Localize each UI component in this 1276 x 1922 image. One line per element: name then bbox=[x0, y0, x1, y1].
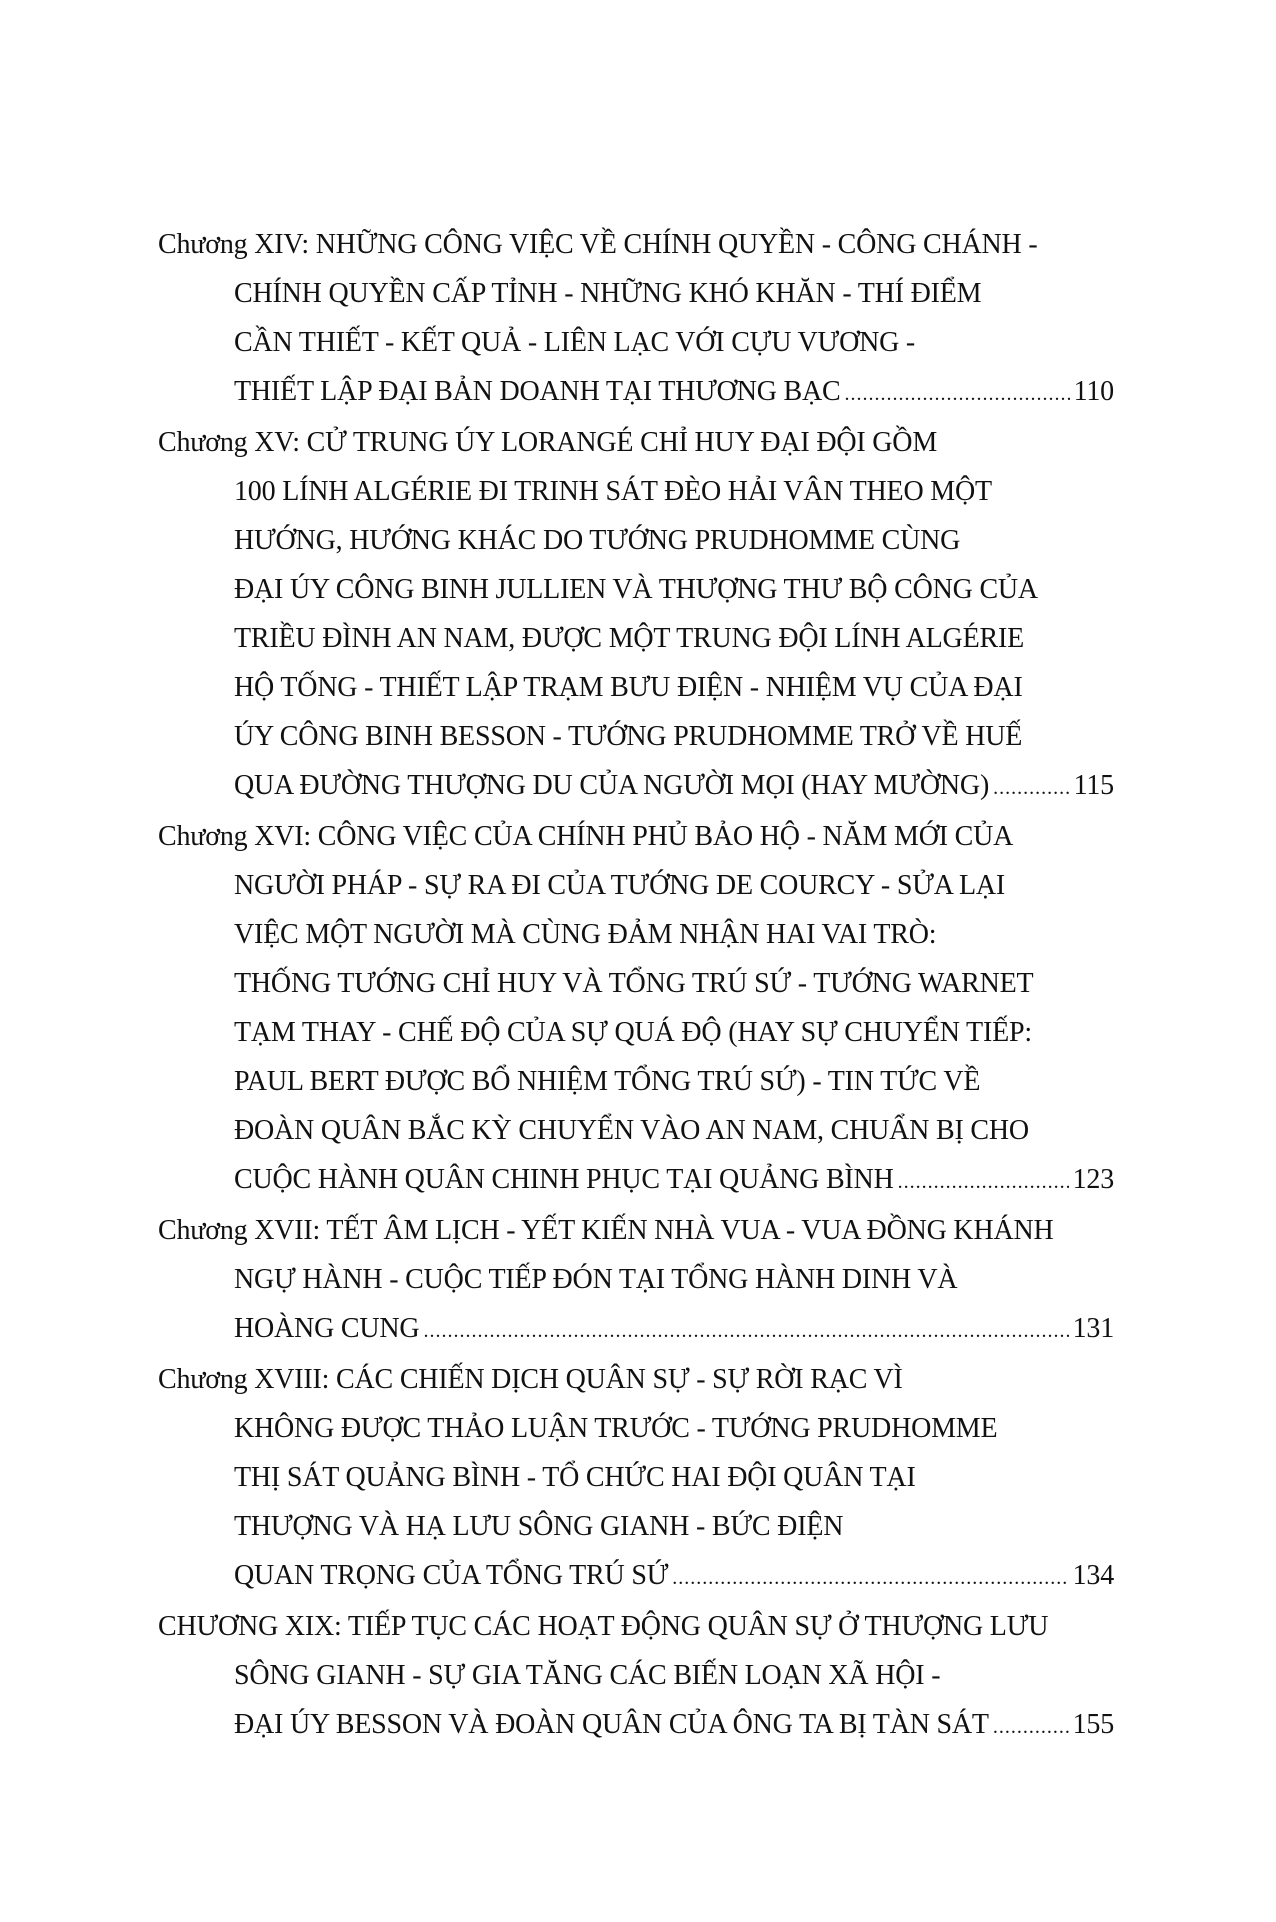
dot-leader bbox=[993, 1700, 1069, 1752]
toc-entry-heading: Chương XVI: CÔNG VIỆC CỦA CHÍNH PHỦ BẢO HỘ - NĂM MỚI CỦA bbox=[158, 821, 1014, 852]
toc-entry-line: SÔNG GIANH - SỰ GIA TĂNG CÁC BIẾN LOẠN XÃ HỘI - bbox=[234, 1660, 941, 1691]
toc-entry-line: VIỆC MỘT NGƯỜI MÀ CÙNG ĐẢM NHẬN HAI VAI TRÒ: bbox=[234, 919, 937, 950]
dot-leader bbox=[845, 367, 1070, 419]
page-number[interactable]: 131 bbox=[1072, 1313, 1114, 1344]
toc-entry-line: HỘ TỐNG - THIẾT LẬP TRẠM BƯU ĐIỆN - NHIỆM VỤ CỦA ĐẠI bbox=[234, 672, 1023, 703]
dot-leader bbox=[423, 1304, 1068, 1356]
page-number[interactable]: 110 bbox=[1073, 376, 1114, 407]
toc-entry-line: KHÔNG ĐƯỢC THẢO LUẬN TRƯỚC - TƯỚNG PRUDHOMME bbox=[234, 1413, 998, 1444]
toc-entry-heading: Chương XV: CỬ TRUNG ÚY LORANGÉ CHỈ HUY ĐẠI ĐỘI GỒM bbox=[158, 427, 938, 458]
toc-entry-line: THƯỢNG VÀ HẠ LƯU SÔNG GIANH - BỨC ĐIỆN bbox=[234, 1511, 844, 1542]
toc-entry-last-line bbox=[158, 761, 1114, 810]
toc-entry bbox=[158, 1206, 1114, 1353]
toc-entry-line: HOÀNG CUNG bbox=[234, 1313, 420, 1344]
toc-entry-line: TRIỀU ĐÌNH AN NAM, ĐƯỢC MỘT TRUNG ĐỘI LÍNH ALGÉRIE bbox=[234, 623, 1024, 654]
toc-entry-line: CHÍNH QUYỀN CẤP TỈNH - NHỮNG KHÓ KHĂN - THÍ ĐIỂM bbox=[234, 278, 982, 309]
toc-entry-last-line bbox=[158, 1551, 1114, 1600]
dot-leader bbox=[672, 1551, 1068, 1603]
toc-entry bbox=[158, 220, 1114, 416]
dot-leader bbox=[898, 1155, 1069, 1207]
toc-entry-heading: Chương XVIII: CÁC CHIẾN DỊCH QUÂN SỰ - SỰ RỜI RẠC VÌ bbox=[158, 1364, 903, 1395]
toc-entry-line: NGƯỜI PHÁP - SỰ RA ĐI CỦA TƯỚNG DE COURCY - SỬA LẠI bbox=[234, 870, 1006, 901]
toc-entry-line: CẦN THIẾT - KẾT QUẢ - LIÊN LẠC VỚI CỰU VƯƠNG - bbox=[234, 327, 916, 358]
toc-entry bbox=[158, 1602, 1114, 1749]
table-of-contents bbox=[158, 220, 1114, 1751]
dot-leader bbox=[993, 761, 1070, 813]
page-number[interactable]: 123 bbox=[1072, 1164, 1114, 1195]
toc-entry-line: THỐNG TƯỚNG CHỈ HUY VÀ TỔNG TRÚ SỨ - TƯỚNG WARNET bbox=[234, 968, 1034, 999]
toc-entry bbox=[158, 812, 1114, 1204]
toc-entry-line: ĐẠI ÚY CÔNG BINH JULLIEN VÀ THƯỢNG THƯ BỘ CÔNG CỦA bbox=[234, 574, 1038, 605]
toc-entry-line: CUỘC HÀNH QUÂN CHINH PHỤC TẠI QUẢNG BÌNH bbox=[234, 1164, 894, 1195]
toc-entry-line: QUAN TRỌNG CỦA TỔNG TRÚ SỨ bbox=[234, 1560, 669, 1591]
toc-entry-line: ĐẠI ÚY BESSON VÀ ĐOÀN QUÂN CỦA ÔNG TA BỊ TÀN SÁT bbox=[234, 1709, 989, 1740]
toc-entry-last-line bbox=[158, 1304, 1114, 1353]
toc-entry-line: PAUL BERT ĐƯỢC BỔ NHIỆM TỔNG TRÚ SỨ) - TIN TỨC VỀ bbox=[234, 1066, 981, 1097]
toc-entry-heading: Chương XVII: TẾT ÂM LỊCH - YẾT KIẾN NHÀ VUA - VUA ĐỒNG KHÁNH bbox=[158, 1215, 1054, 1246]
toc-entry-line: ÚY CÔNG BINH BESSON - TƯỚNG PRUDHOMME TRỞ VỀ HUẾ bbox=[234, 721, 1023, 752]
toc-entry-line: TẠM THAY - CHẾ ĐỘ CỦA SỰ QUÁ ĐỘ (HAY SỰ CHUYỂN TIẾP: bbox=[234, 1017, 1032, 1048]
toc-entry-last-line bbox=[158, 1700, 1114, 1749]
toc-entry-line: THỊ SÁT QUẢNG BÌNH - TỔ CHỨC HAI ĐỘI QUÂN TẠI bbox=[234, 1462, 916, 1493]
toc-entry-line: NGỰ HÀNH - CUỘC TIẾP ĐÓN TẠI TỔNG HÀNH DINH VÀ bbox=[234, 1264, 958, 1295]
toc-entry-last-line bbox=[158, 1155, 1114, 1204]
toc-entry-line: QUA ĐƯỜNG THƯỢNG DU CỦA NGƯỜI MỌI (HAY MƯỜNG) bbox=[234, 770, 990, 801]
toc-entry-line: ĐOÀN QUÂN BẮC KỲ CHUYỂN VÀO AN NAM, CHUẨN BỊ CHO bbox=[234, 1115, 1029, 1146]
toc-entry-line: 100 LÍNH ALGÉRIE ĐI TRINH SÁT ĐÈO HẢI VÂN THEO MỘT bbox=[234, 476, 992, 507]
page-number[interactable]: 115 bbox=[1073, 770, 1114, 801]
toc-entry-heading: CHƯƠNG XIX: TIẾP TỤC CÁC HOẠT ĐỘNG QUÂN SỰ Ở THƯỢNG LƯU bbox=[158, 1611, 1049, 1642]
toc-entry bbox=[158, 418, 1114, 810]
page-number[interactable]: 155 bbox=[1072, 1709, 1114, 1740]
toc-entry-heading: Chương XIV: NHỮNG CÔNG VIỆC VỀ CHÍNH QUYỀN - CÔNG CHÁNH - bbox=[158, 229, 1038, 260]
toc-entry bbox=[158, 1355, 1114, 1600]
toc-entry-line: THIẾT LẬP ĐẠI BẢN DOANH TẠI THƯƠNG BẠC bbox=[234, 376, 841, 407]
toc-entry-last-line bbox=[158, 367, 1114, 416]
toc-entry-line: HƯỚNG, HƯỚNG KHÁC DO TƯỚNG PRUDHOMME CÙNG bbox=[234, 525, 961, 556]
page-number[interactable]: 134 bbox=[1072, 1560, 1114, 1591]
